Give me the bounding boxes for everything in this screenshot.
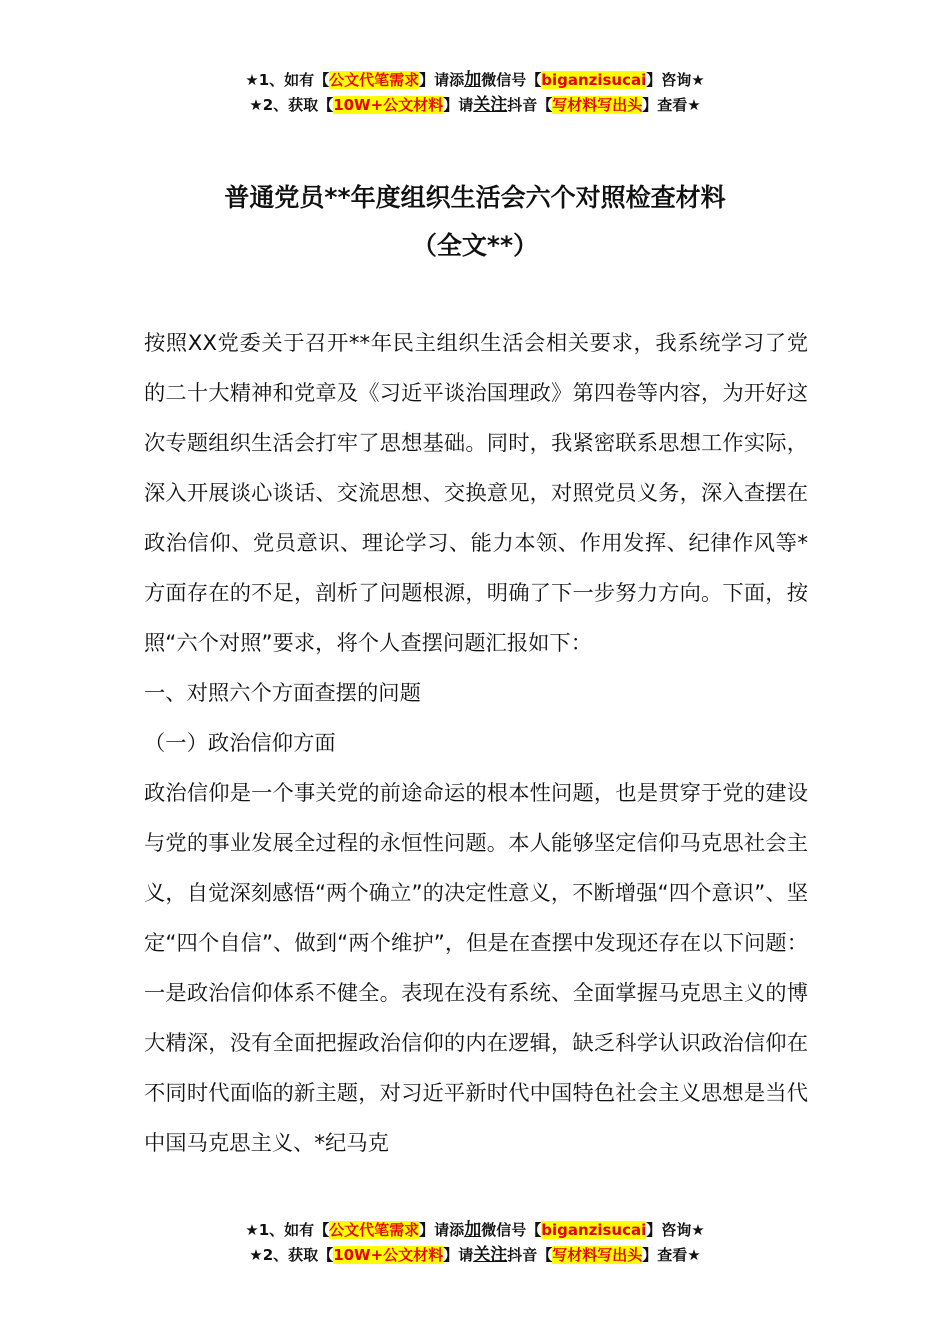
promo-douyin-name: 写材料写出头 [552, 96, 643, 114]
promo-text: 】查看★ [642, 96, 701, 114]
promo-text: 抖音【 [507, 1246, 553, 1264]
promo-text: 】请添 [419, 71, 465, 89]
promo-highlight: 公文代笔需求 [329, 71, 420, 89]
promo-wechat-id: biganzisucai [541, 71, 647, 89]
promo-text: ★1、如有【 [245, 71, 330, 89]
promo-line-2 [0, 93, 950, 118]
footer-promo-banner [0, 1218, 950, 1268]
promo-emphasis: 关注 [473, 1245, 508, 1265]
promo-text: 微信号【 [481, 1221, 542, 1239]
promo-highlight: 公文代笔需求 [329, 1221, 420, 1239]
promo-text: ★2、获取【 [249, 96, 334, 114]
body-paragraph: 按照XX党委关于召开**年民主组织生活会相关要求，我系统学习了党的二十大精神和党章及《习近平谈治国理政》第四卷等内容，为开好这次专题组织生活会打牢了思想基础。同时，我紧密联系思想工作实际，深入开展谈心谈话、交流思想、交换意见，对照党员义务，深入查摆在政治信仰、党员意识、理论学习、能力本领、作用发挥、纪律作风等*方面存在的不足，剖析了问题根源，明确了下一步努力方向。下面，按照“六个对照”要求，将个人查摆问题汇报如下： [144, 331, 808, 656]
promo-text: ★2、获取【 [249, 1246, 334, 1264]
document-title: 普通党员**年度组织生活会六个对照检查材料 [224, 183, 726, 212]
body-paragraph: 政治信仰是一个事关党的前途命运的根本性问题，也是贯穿于党的建设与党的事业发展全过程的永恒性问题。本人能够坚定信仰马克思社会主义，自觉深刻感悟“两个确立”的决定性意义，不断增强“四个意识”、坚定“四个自信”、做到“两个维护”，但是在查摆中发现还存在以下问题：一是政治信仰体系不健全。表现在没有系统、全面掌握马克思主义的博大精深，没有全面把握政治信仰的内在逻辑，缺乏科学认识政治信仰在不同时代面临的新主题，对习近平新时代中国特色社会主义思想是当代中国马克思主义、*纪马克 [144, 781, 808, 1156]
promo-emphasis: 关注 [473, 95, 508, 115]
promo-highlight: 10W+公文材料 [333, 96, 444, 114]
promo-highlight: 10W+公文材料 [333, 1246, 444, 1264]
promo-text: 】查看★ [642, 1246, 701, 1264]
promo-text: 】请添 [419, 1221, 465, 1239]
promo-text: 】咨询★ [646, 1221, 705, 1239]
promo-emphasis: 加 [464, 1220, 482, 1240]
document-subtitle: （全文**） [411, 231, 539, 260]
section-heading: 一、对照六个方面查摆的问题 [144, 681, 421, 706]
document-body [144, 319, 808, 1169]
promo-text: 抖音【 [507, 96, 553, 114]
promo-text: 】请 [443, 96, 474, 114]
promo-emphasis: 加 [464, 70, 482, 90]
promo-wechat-id: biganzisucai [541, 1221, 647, 1239]
promo-text: 】请 [443, 1246, 474, 1264]
promo-douyin-name: 写材料写出头 [552, 1246, 643, 1264]
promo-line-1 [0, 1218, 950, 1243]
subsection-heading: （一）政治信仰方面 [144, 731, 336, 756]
promo-line-2 [0, 1243, 950, 1268]
promo-text: 微信号【 [481, 71, 542, 89]
header-promo-banner [0, 68, 950, 118]
promo-line-1 [0, 68, 950, 93]
promo-text: 】咨询★ [646, 71, 705, 89]
promo-text: ★1、如有【 [245, 1221, 330, 1239]
